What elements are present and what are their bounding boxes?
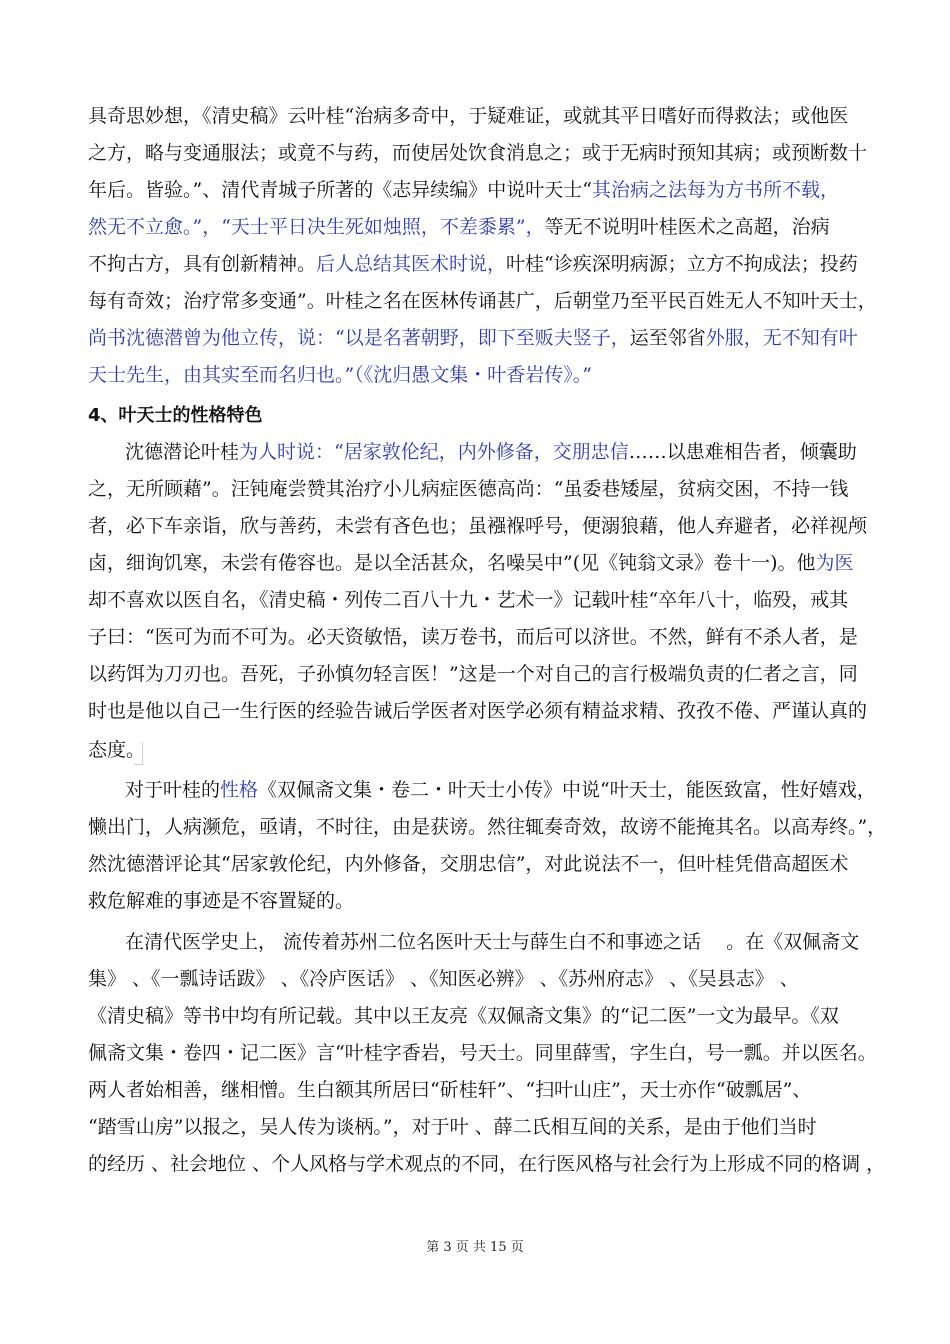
- text-line: 子曰：“医可为而不可为。必天资敏悟，读万卷书，而后可以济世。不然，鲜有不杀人者，是: [88, 626, 858, 648]
- text-cursor-mark: [134, 742, 143, 765]
- text-line: 之，无所顾藉”。汪钝庵尝赞其治疗小儿病症医德高尚：“虽委巷矮屋，贫病交困，不持一钱: [88, 478, 849, 500]
- text-line: 年后。皆验。”、清代青城子所著的《志异续编》中说叶天士“其治病之法每为方书所不载，: [88, 179, 839, 201]
- text-line: 时也是他以自己一生行医的经验告诫后学医者对医学必须有精益求精、孜孜不倦、严谨认真的: [88, 700, 868, 722]
- text-line: 佩斋文集・卷四・记二医》言“叶桂字香岩，号天士。同里薛雪，字生白，号一瓢。并以医名。: [88, 1042, 877, 1064]
- highlighted-text: 为医: [815, 552, 854, 574]
- page-footer: 第 3 页 共 15 页: [426, 1240, 524, 1255]
- text-line: 《清史稿》等书中均有所记载。其中以王友亮《双佩斋文集》的“记二医”一文为最早。《双: [88, 1005, 839, 1027]
- text-line: 对于叶桂的性格《双佩斋文集・卷二・叶天士小传》中说“叶天士，能医致富，性好嬉戏，: [125, 779, 876, 801]
- highlighted-text: 为人时说：“居家敦伦纪，内外修备，交朋忠信: [239, 441, 629, 463]
- highlighted-text: 后人总结其医术时说，: [316, 253, 507, 275]
- text-line: 之方，略与变通服法；或竟不与药，而使居处饮食消息之；或于无病时预知其病；或预断数十: [88, 142, 868, 164]
- highlighted-text: 外服，无不知有叶: [705, 327, 858, 349]
- text-line: 集》 、《一瓢诗话跋》 、《冷庐医话》 、《知医必辨》 、《苏州府志》 、《吴县志》 、: [88, 968, 799, 990]
- highlighted-text: 其治病之法每为方书所不载，: [591, 179, 839, 201]
- text-line: 态度。: [88, 739, 146, 761]
- highlighted-text: 然无不立愈。”，“天士平日决生死如烛照，不差黍累”，: [88, 216, 545, 238]
- section-heading: 4、叶天士的性格特色: [88, 405, 263, 426]
- highlighted-text: 性格: [220, 779, 259, 801]
- text-line: [88, 361, 878, 389]
- text-line: 卤，细询饥寒，未尝有倦容也。是以全活甚众，名噪吴中”(见《钝翁文录》卷十一)。他为医: [88, 552, 854, 574]
- text-line: 然无不立愈。”，“天士平日决生死如烛照，不差黍累”，等无不说明叶桂医术之高超，治病: [88, 216, 830, 238]
- text-line: 救危解难的事迹是不容置疑的。: [88, 890, 355, 912]
- text-line: 具奇思妙想，《清史稿》云叶桂“治病多奇中，于疑难证，或就其平日嗜好而得救法；或他医: [88, 105, 849, 127]
- text-line: 者，必下车亲诣，欣与善药，未尝有吝色也；虽襁褓呼号，便溺狼藉，他人弃避者，必祥视颅: [88, 515, 868, 537]
- text-line: 的经历 、社会地位 、个人风格与学术观点的不同，在行医风格与社会行为上形成不同的格调 ，: [88, 1153, 886, 1175]
- text-line: 然沈德潜评论其“居家敦伦纪，内外修备，交朋忠信”，对此说法不一，但叶桂凭借高超医术: [88, 853, 849, 875]
- text-line: “踏雪山房”以报之，吴人传为谈柄。”，对于叶 、薛二氏相互间的关系，是由于他们当时: [88, 1116, 817, 1138]
- text-line: 沈德潜论叶桂为人时说：“居家敦伦纪，内外修备，交朋忠信……以患难相告者，倾囊助: [125, 441, 857, 463]
- text-line: 每有奇效；治疗常多变通”。叶桂之名在医林传诵甚广，后朝堂乃至平民百姓无人不知叶天士，: [88, 290, 877, 312]
- highlighted-text: 尚书沈德潜曾为他立传，说：“以是名著朝野，即下至贩夫竖子，: [88, 327, 630, 349]
- highlighted-text: 天士先生，由其实至而名归也。”（《沈归愚文集・叶香岩传》。”: [88, 364, 592, 386]
- text-line: 却不喜欢以医自名，《清史稿・列传二百八十九・艺术一》记载叶桂“卒年八十，临殁，戒其: [88, 589, 849, 611]
- text-line: 懒出门，人病濒危，亟请，不时往，由是获谤。然往辄奏奇效，故谤不能掩其名。以高寿终。”，: [88, 816, 887, 838]
- text-line: 两人者始相善，继相憎。生白额其所居曰“斫桂轩”、“扫叶山庄”，天士亦作“破瓢居”、: [88, 1079, 812, 1101]
- text-line: 不拘古方，具有创新精神。后人总结其医术时说，叶桂“诊疾深明病源；立方不拘成法；投药: [88, 253, 858, 275]
- text-line: 以药饵为刀刃也。吾死，子孙慎勿轻言医！”这是一个对自己的言行极端负责的仁者之言，同: [88, 663, 858, 685]
- text-line: 在清代医学史上， 流传着苏州二位名医叶天士与薛生白不和事迹之话 。在《双佩斋文: [125, 931, 860, 953]
- text-line: 尚书沈德潜曾为他立传，说：“以是名著朝野，即下至贩夫竖子，运至邻省外服，无不知有叶: [88, 327, 858, 349]
